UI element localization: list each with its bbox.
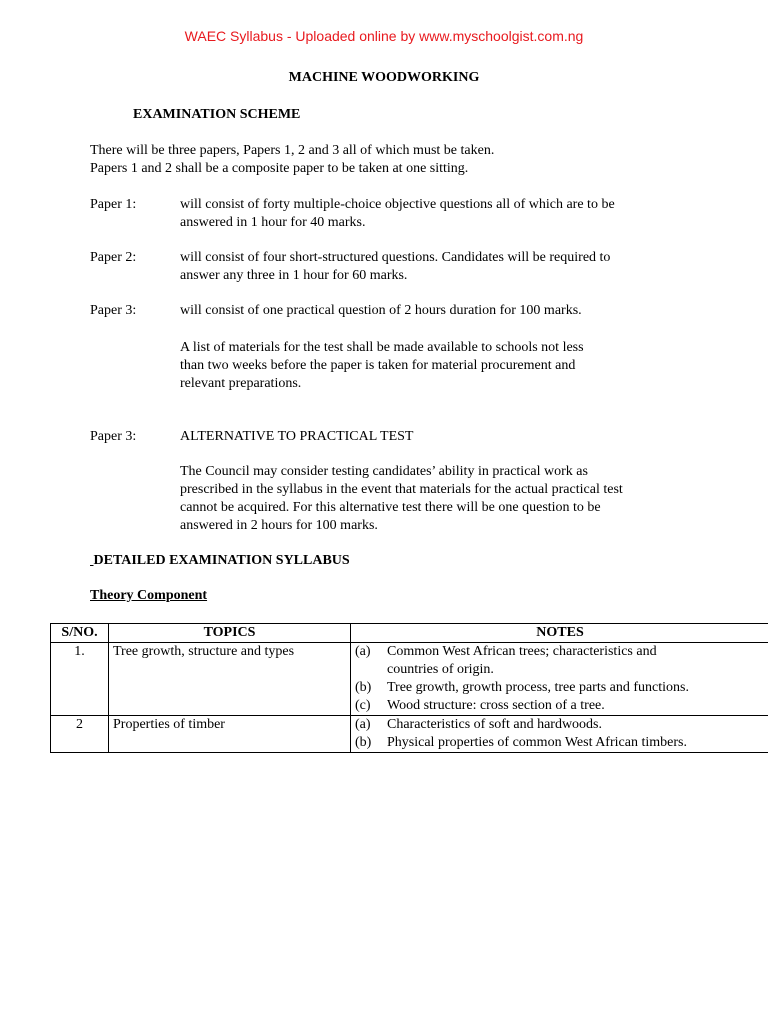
syllabus-table bbox=[50, 623, 768, 753]
paragraph-line: A list of materials for the test shall be made available to schools not less bbox=[180, 340, 584, 355]
paper-description bbox=[180, 249, 690, 285]
theory-component-heading: Theory Component bbox=[90, 588, 208, 603]
paper-line: will consist of four short-structured questions. Candidates will be required to bbox=[180, 250, 611, 265]
table-row bbox=[51, 716, 768, 753]
note-line: countries of origin. bbox=[387, 662, 494, 677]
paragraph-line: than two weeks before the paper is taken for material procurement and bbox=[180, 358, 576, 373]
note-line: Characteristics of soft and hardwoods. bbox=[387, 717, 602, 732]
note-marker: (b) bbox=[355, 735, 372, 750]
paper-label: Paper 3: bbox=[90, 429, 137, 444]
note-item bbox=[355, 716, 765, 734]
cell-notes bbox=[351, 643, 768, 716]
cell-topic: Properties of timber bbox=[109, 716, 351, 753]
paragraph-line: cannot be acquired. For this alternative test there will be one question to be bbox=[180, 500, 601, 515]
paper-label: Paper 1: bbox=[90, 197, 137, 212]
paper-label: Paper 2: bbox=[90, 250, 137, 265]
cell-sno: 2 bbox=[51, 716, 109, 753]
note-line: Physical properties of common West African timbers. bbox=[387, 735, 687, 750]
paper-line: will consist of one practical question of 2 hours duration for 100 marks. bbox=[180, 303, 582, 318]
column-header-topics: TOPICS bbox=[109, 624, 351, 643]
cell-sno: 1. bbox=[51, 643, 109, 716]
note-marker: (c) bbox=[355, 698, 371, 713]
cell-notes bbox=[351, 716, 768, 753]
note-item bbox=[355, 643, 765, 679]
note-marker: (b) bbox=[355, 680, 372, 695]
paragraph-line: relevant preparations. bbox=[180, 376, 302, 391]
council-paragraph bbox=[180, 463, 680, 535]
paper-line: will consist of forty multiple-choice objective questions all of which are to be bbox=[180, 197, 615, 212]
note-line: Common West African trees; characteristics and bbox=[387, 644, 657, 659]
paragraph-line: answered in 2 hours for 100 marks. bbox=[180, 518, 378, 533]
note-line: Wood structure: cross section of a tree. bbox=[387, 698, 605, 713]
note-item bbox=[355, 734, 765, 752]
column-header-notes: NOTES bbox=[351, 624, 768, 643]
intro-paragraph bbox=[90, 142, 494, 178]
table-header-row bbox=[51, 624, 768, 643]
paper-line: answer any three in 1 hour for 60 marks. bbox=[180, 268, 408, 283]
materials-paragraph bbox=[180, 339, 680, 393]
detailed-syllabus-heading bbox=[90, 553, 350, 569]
page-title: MACHINE WOODWORKING bbox=[288, 70, 480, 85]
heading-text: DETAILED EXAMINATION SYLLABUS bbox=[93, 553, 350, 568]
intro-line: There will be three papers, Papers 1, 2 and 3 all of which must be taken. bbox=[90, 143, 495, 158]
note-item bbox=[355, 697, 765, 715]
paragraph-line: The Council may consider testing candidates’ ability in practical work as bbox=[180, 464, 588, 479]
note-line: Tree growth, growth process, tree parts and functions. bbox=[387, 680, 689, 695]
paragraph-line: prescribed in the syllabus in the event that materials for the actual practical test bbox=[180, 482, 623, 497]
note-marker: (a) bbox=[355, 717, 371, 732]
paper-description bbox=[180, 302, 690, 320]
source-banner: WAEC Syllabus - Uploaded online by www.myschoolgist.com.ng bbox=[184, 28, 584, 44]
intro-line: Papers 1 and 2 shall be a composite paper to be taken at one sitting. bbox=[90, 161, 469, 176]
note-item bbox=[355, 679, 765, 697]
examination-scheme-heading: EXAMINATION SCHEME bbox=[133, 107, 301, 122]
cell-topic: Tree growth, structure and types bbox=[109, 643, 351, 716]
table-row bbox=[51, 643, 768, 716]
note-marker: (a) bbox=[355, 644, 371, 659]
paper-line: answered in 1 hour for 40 marks. bbox=[180, 215, 366, 230]
paper-description bbox=[180, 196, 690, 232]
paper-description: ALTERNATIVE TO PRACTICAL TEST bbox=[180, 429, 414, 444]
column-header-sno: S/NO. bbox=[51, 624, 109, 643]
paper-label: Paper 3: bbox=[90, 303, 137, 318]
